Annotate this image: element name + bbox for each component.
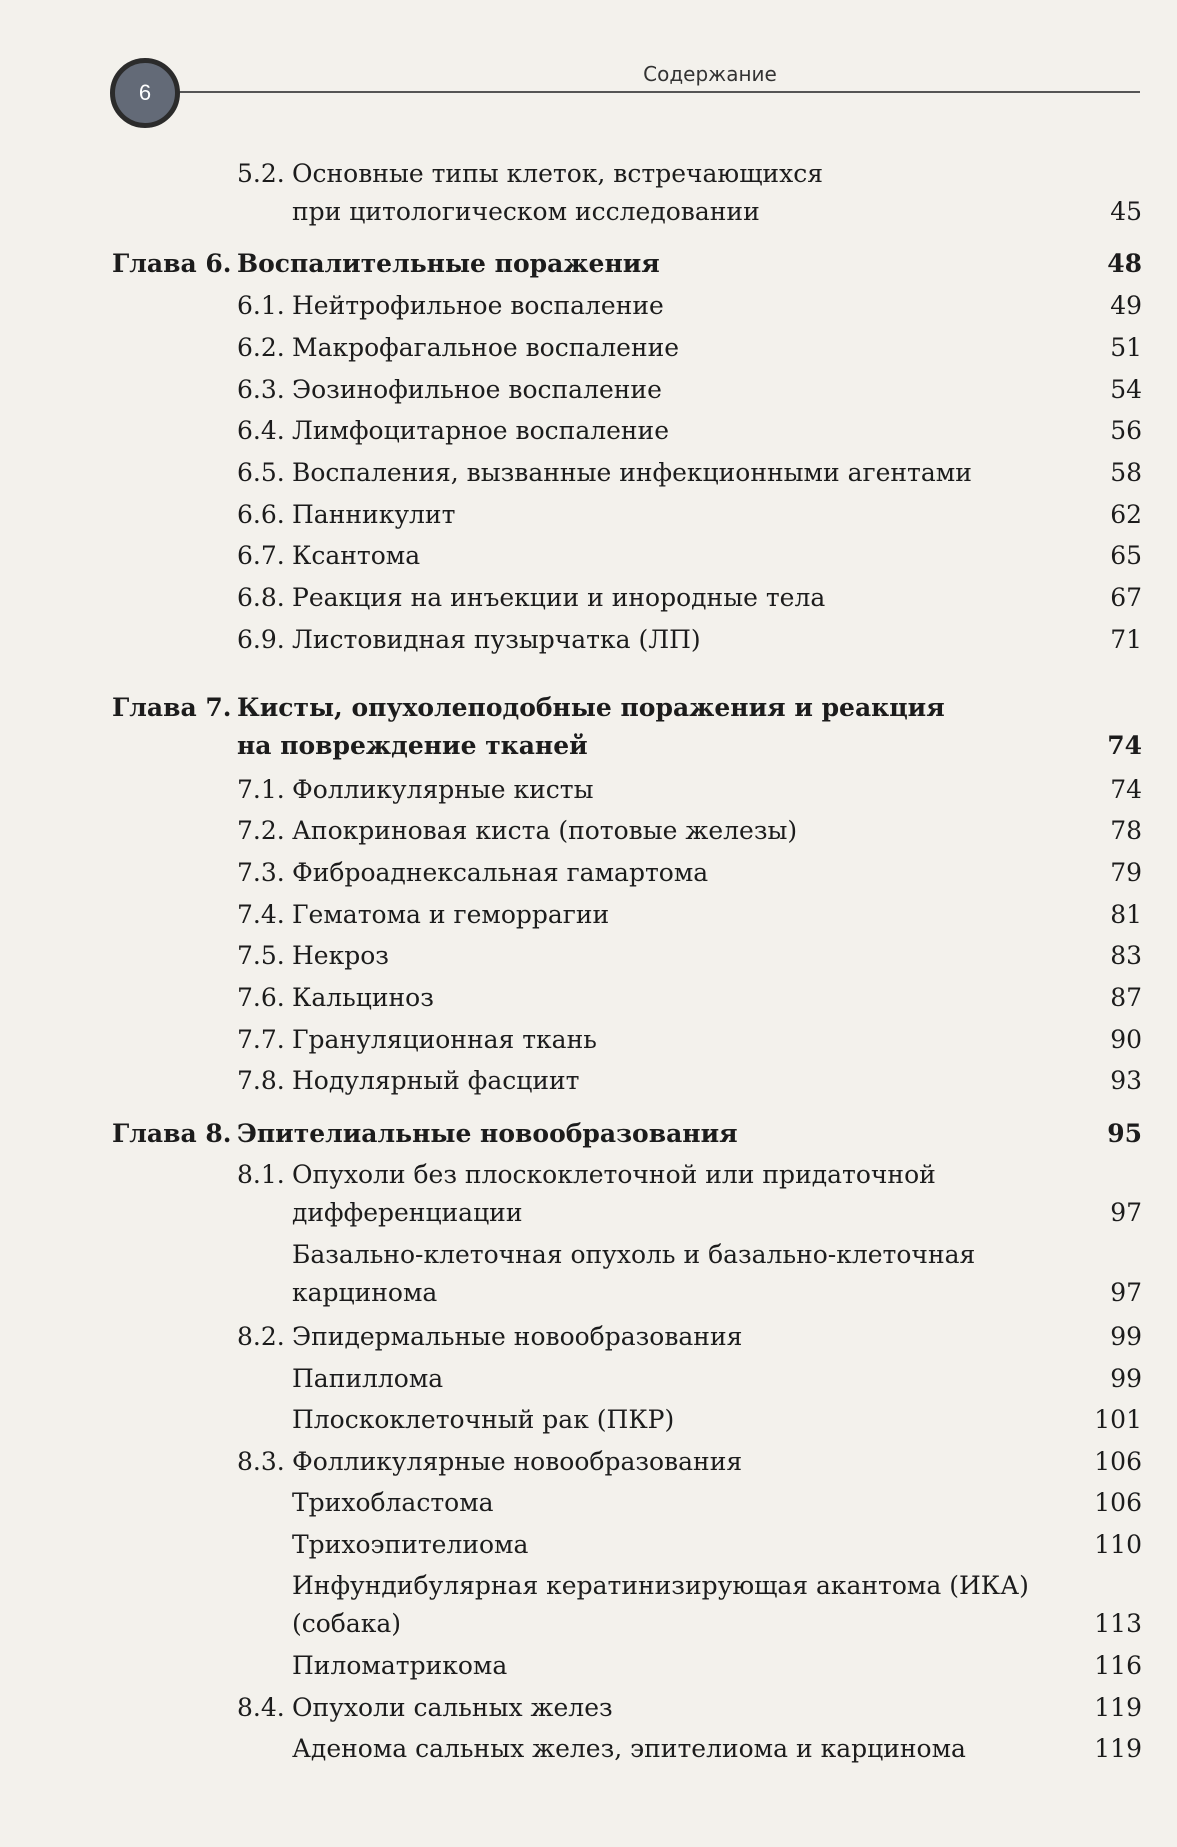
toc-entry-number: 8.4. — [237, 1693, 285, 1722]
toc-page-number: 45 — [1110, 197, 1142, 226]
toc-entry-title: Нейтрофильное воспаление — [292, 291, 664, 320]
toc-entry-title: (собака) — [292, 1609, 402, 1638]
toc-entry-title: Фолликулярные новообразования — [292, 1447, 743, 1476]
toc-page-number: 62 — [1110, 500, 1142, 529]
toc-entry-title: Эозинофильное воспаление — [292, 375, 662, 404]
toc-page-number: 116 — [1094, 1651, 1142, 1680]
toc-entry-title: Макрофагальное воспаление — [292, 333, 680, 362]
toc-entry-title: Фиброаднексальная гамартома — [292, 858, 709, 887]
toc-entry-title: Опухоли без плоскоклеточной или придаточной — [292, 1160, 936, 1189]
toc-page-number: 97 — [1110, 1278, 1142, 1307]
toc-page-number: 65 — [1110, 541, 1142, 570]
toc-page-number: 56 — [1110, 416, 1142, 445]
toc-page-number: 119 — [1094, 1734, 1142, 1763]
toc-entry-title: Трихобластома — [292, 1488, 494, 1517]
toc-entry-title: на повреждение тканей — [237, 731, 588, 760]
toc-entry-title: Гематома и геморрагии — [292, 900, 610, 929]
running-title: Содержание — [643, 62, 777, 86]
toc-entry-title: при цитологическом исследовании — [292, 197, 760, 226]
toc-entry-number: Глава 8. — [112, 1119, 232, 1148]
toc-entry-number: 5.2. — [237, 159, 285, 188]
toc-entry-number: 6.7. — [237, 541, 285, 570]
toc-entry-number: 7.7. — [237, 1025, 285, 1054]
toc-page-number: 93 — [1110, 1066, 1142, 1095]
toc-entry-title: Нодулярный фасциит — [292, 1066, 580, 1095]
toc-entry-title: Эпителиальные новообразования — [237, 1119, 738, 1148]
toc-page-number: 81 — [1110, 900, 1142, 929]
toc-entry-number: 7.1. — [237, 775, 285, 804]
toc-page-number: 58 — [1110, 458, 1142, 487]
toc-entry-title: Листовидная пузырчатка (ЛП) — [292, 625, 701, 654]
toc-entry-title: Опухоли сальных желез — [292, 1693, 613, 1722]
toc-page-number: 110 — [1094, 1530, 1142, 1559]
toc-entry-number: 7.2. — [237, 816, 285, 845]
toc-page-number: 95 — [1107, 1119, 1142, 1148]
toc-entry-number: 6.8. — [237, 583, 285, 612]
toc-page-number: 83 — [1110, 941, 1142, 970]
toc-entry-title: Воспалительные поражения — [237, 249, 660, 278]
toc-page-number: 101 — [1094, 1405, 1142, 1434]
toc-page-number: 74 — [1107, 731, 1142, 760]
toc-entry-title: Некроз — [292, 941, 389, 970]
toc-entry-number: 7.4. — [237, 900, 285, 929]
toc-entry-title: Ксантома — [292, 541, 421, 570]
toc-entry-title: Кисты, опухолеподобные поражения и реакция — [237, 693, 945, 722]
page-header — [110, 58, 1140, 128]
toc-page-number: 113 — [1094, 1609, 1142, 1638]
toc-entry-title: дифференциации — [292, 1198, 523, 1227]
toc-entry-number: 6.9. — [237, 625, 285, 654]
toc-entry-number: 8.3. — [237, 1447, 285, 1476]
toc-entry-title: Апокриновая киста (потовые железы) — [292, 816, 798, 845]
toc-page-number: 67 — [1110, 583, 1142, 612]
toc-page-number: 54 — [1110, 375, 1142, 404]
toc-entry-title: Панникулит — [292, 500, 456, 529]
toc-page-number: 49 — [1110, 291, 1142, 320]
toc-entry-title: Лимфоцитарное воспаление — [292, 416, 670, 445]
toc-entry-title: Папиллома — [292, 1364, 444, 1393]
toc-entry-number: Глава 7. — [112, 693, 232, 722]
toc-entry-title: карцинома — [292, 1278, 438, 1307]
toc-page-number: 99 — [1110, 1322, 1142, 1351]
toc-entry-number: 8.2. — [237, 1322, 285, 1351]
toc-page-number: 97 — [1110, 1198, 1142, 1227]
toc-entry-title: Воспаления, вызванные инфекционными агентами — [292, 458, 972, 487]
toc-page-number: 119 — [1094, 1693, 1142, 1722]
toc-entry-number: 6.4. — [237, 416, 285, 445]
toc-entry-number: 8.1. — [237, 1160, 285, 1189]
toc-entry-number: 7.8. — [237, 1066, 285, 1095]
toc-entry-number: 6.5. — [237, 458, 285, 487]
toc-page-number: 90 — [1110, 1025, 1142, 1054]
toc-entry-number: Глава 6. — [112, 249, 232, 278]
toc-entry-number: 6.1. — [237, 291, 285, 320]
toc-page-number: 106 — [1094, 1488, 1142, 1517]
toc-entry-title: Базально-клеточная опухоль и базально-клеточная — [292, 1240, 976, 1269]
toc-entry-number: 6.2. — [237, 333, 285, 362]
toc-page-number: 99 — [1110, 1364, 1142, 1393]
toc-entry-title: Инфундибулярная кератинизирующая акантома (ИКА) — [292, 1571, 1029, 1600]
toc-entry-title: Кальциноз — [292, 983, 434, 1012]
toc-page-number: 74 — [1110, 775, 1142, 804]
toc-page-number: 48 — [1107, 249, 1142, 278]
toc-entry-title: Грануляционная ткань — [292, 1025, 597, 1054]
toc-entry-title: Плоскоклеточный рак (ПКР) — [292, 1405, 675, 1434]
page-number-badge: 6 — [110, 58, 180, 128]
toc-entry-title: Фолликулярные кисты — [292, 775, 594, 804]
toc-page-number: 87 — [1110, 983, 1142, 1012]
toc-entry-number: 6.6. — [237, 500, 285, 529]
toc-entry-title: Пиломатрикома — [292, 1651, 508, 1680]
toc-entry-number: 7.5. — [237, 941, 285, 970]
toc-page-number: 78 — [1110, 816, 1142, 845]
toc-entry-number: 6.3. — [237, 375, 285, 404]
toc-entry-title: Трихоэпителиома — [292, 1530, 529, 1559]
toc-entry-title: Реакция на инъекции и инородные тела — [292, 583, 826, 612]
toc-page-number: 51 — [1110, 333, 1142, 362]
toc-entry-title: Основные типы клеток, встречающихся — [292, 159, 823, 188]
toc-page-number: 106 — [1094, 1447, 1142, 1476]
toc-page-number: 79 — [1110, 858, 1142, 887]
header-rule — [170, 91, 1140, 93]
toc-entry-number: 7.3. — [237, 858, 285, 887]
toc-entry-title: Эпидермальные новообразования — [292, 1322, 743, 1351]
toc-entry-title: Аденома сальных желез, эпителиома и карцинома — [292, 1734, 966, 1763]
toc-page-number: 71 — [1110, 625, 1142, 654]
toc-entry-number: 7.6. — [237, 983, 285, 1012]
